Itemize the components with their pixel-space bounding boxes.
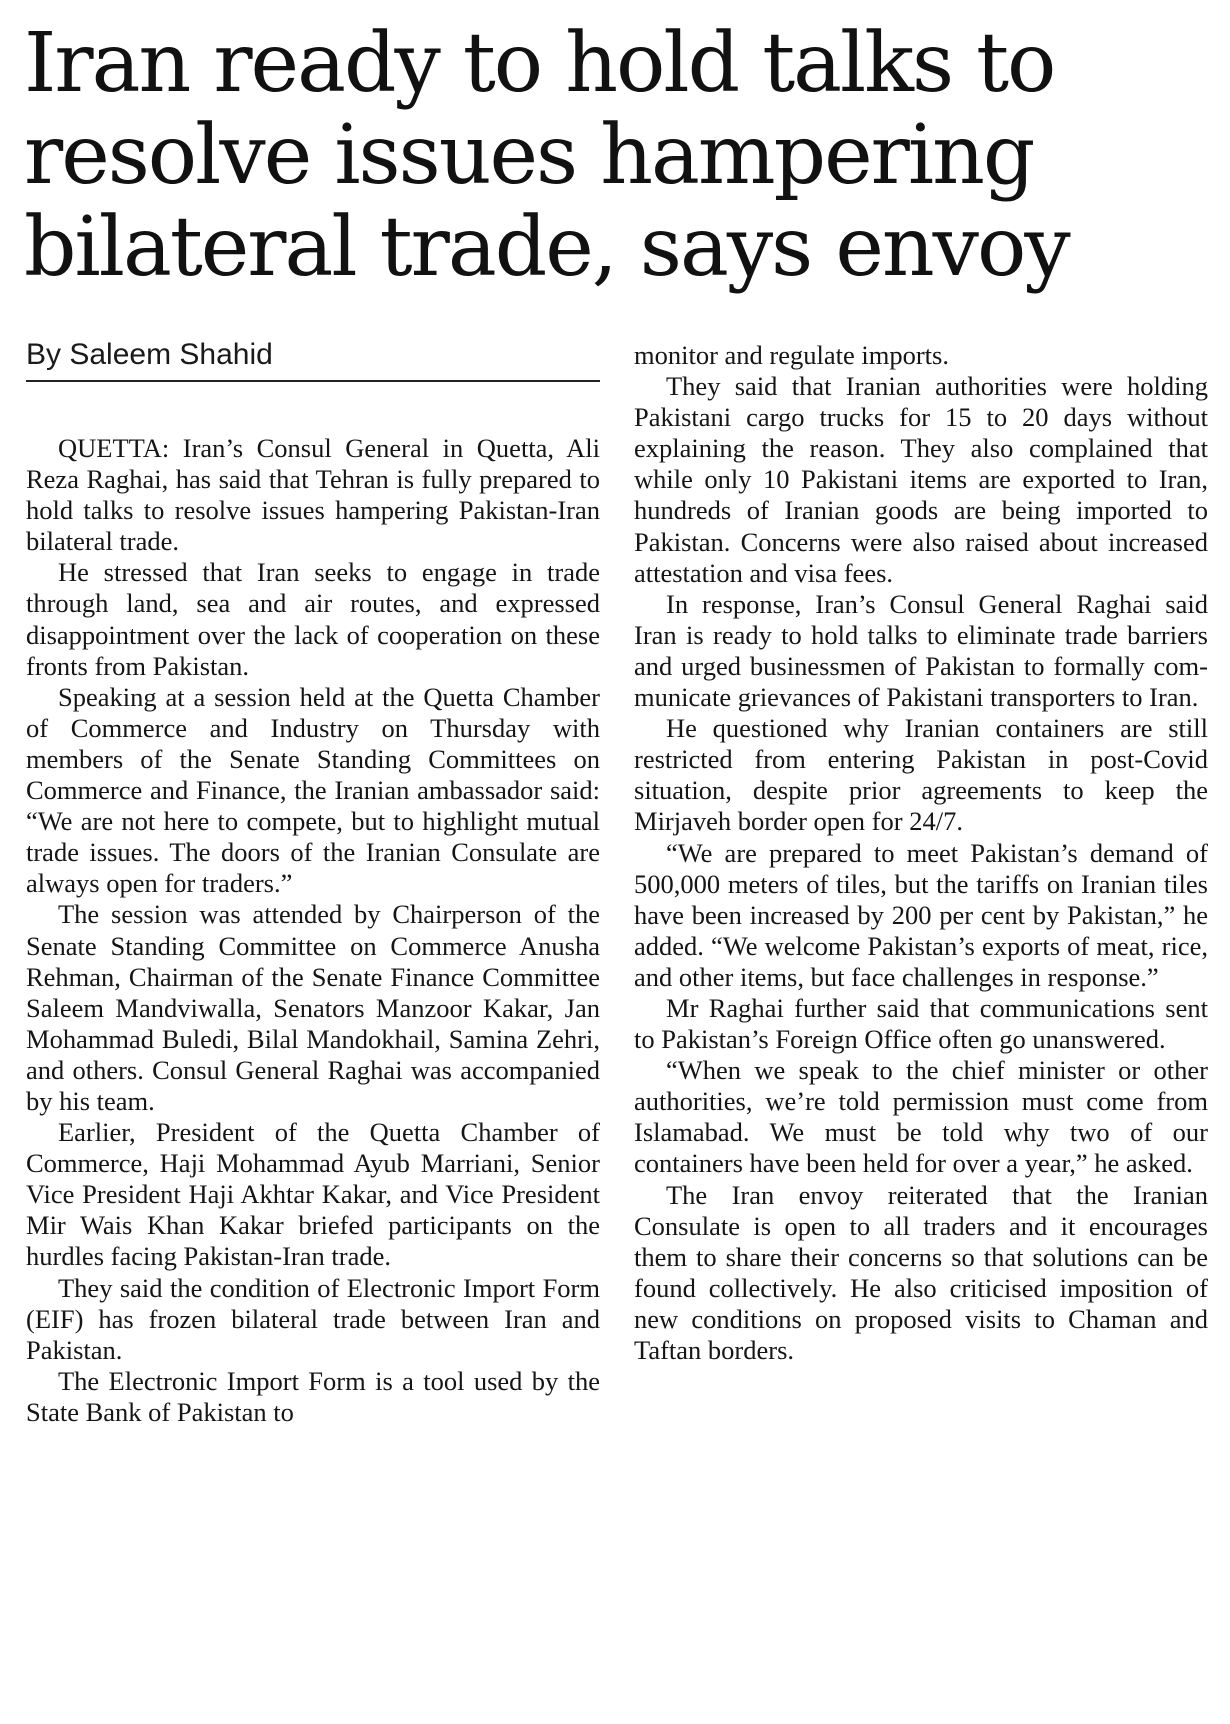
- paragraph: He questioned why Iranian containers are still restricted from entering Pakistan in post-Covid situation, despite prior agreements to keep the Mirjaveh border open for 24/7.: [634, 713, 1208, 837]
- byline: By Saleem Shahid: [26, 338, 600, 382]
- headline-line: bilateral trade, says envoy: [24, 200, 1069, 295]
- paragraph: “When we speak to the chief minister or other authorities, we’re told permission must come from Islamabad. We must be told why two of our containers have been held for over a year,” he asked.: [634, 1055, 1208, 1179]
- paragraph: They said that Iranian authorities were holding Pakistani cargo trucks for 15 to 20 days without explaining the reason. They also complained that while only 10 Pakistani items are exported to Iran, hundreds of Iranian goods are being imported to Pakistan. Concerns were also raised about increased attestation and visa fees.: [634, 371, 1208, 588]
- headline-line: resolve issues hampering: [24, 108, 1034, 203]
- paragraph: In response, Iran’s Consul General Raghai said Iran is ready to hold talks to eliminate trade barriers and urged businessmen of Pakistan to formally communicate grievances of Pakistani transporters to Iran.: [634, 588, 1208, 713]
- paragraph-continuation: monitor and regulate imports.: [634, 340, 949, 370]
- paragraph: Mr Raghai further said that communications sent to Pakistan’s Foreign Office often go unanswered.: [634, 992, 1208, 1055]
- paragraph: The session was attended by Chairperson of the Senate Standing Committee on Commerce Anusha Rehman, Chairman of the Senate Finance Committee Saleem Mandviwalla, Senators Manzoor Kakar, Jan Mohammad Buledi, Bilal Mandokhail, Samina Zehri, and others. Consul General Raghai was accompanied by his team.: [26, 899, 600, 1116]
- paragraph: They said the condition of Electronic Import Form (EIF) has frozen bilateral trade between Iran and Pakistan.: [26, 1272, 600, 1365]
- paragraph: The Iran envoy reiterated that the Iranian Consulate is open to all traders and it encourages them to share their concerns so that solutions can be found collectively. He also criticised imposition of new conditions on proposed visits to Chaman and Taftan borders.: [634, 1179, 1208, 1365]
- paragraph: QUETTA: Iran’s Consul General in Quetta, Ali Reza Raghai, has said that Tehran is fully prepared to hold talks to resolve issues hampering Pakistan-Iran bilateral trade.: [26, 433, 600, 557]
- article-column-left: [26, 433, 600, 1428]
- article-column-right: [634, 340, 1208, 1366]
- paragraph: The Electronic Import Form is a tool used by the State Bank of Pakistan to: [26, 1365, 600, 1427]
- paragraph: Earlier, President of the Quetta Chamber of Commerce, Haji Mohammad Ayub Marriani, Senior Vice President Haji Akhtar Kakar, and Vice President Mir Wais Khan Kakar briefed participants on the hurdles facing Pakistan-Iran trade.: [26, 1117, 600, 1272]
- paragraph: He stressed that Iran seeks to engage in trade through land, sea and air routes, and expressed disappointment over the lack of cooperation on these fronts from Pakistan.: [26, 557, 600, 681]
- headline: [24, 18, 1214, 294]
- headline-line: Iran ready to hold talks to: [24, 16, 1055, 111]
- paragraph: Speaking at a session held at the Quetta Chamber of Commerce and Industry on Thursday with members of the Senate Standing Committees on Commerce and Finance, the Iranian ambassador said: “We are not here to compete, but to highlight mutual trade issues. The doors of the Iranian Consulate are always open for traders.”: [26, 681, 600, 899]
- paragraph: “We are prepared to meet Pakistan’s demand of 500,000 meters of tiles, but the tariffs on Iranian tiles have been increased by 200 per cent by Pakistan,” he added. “We welcome Pakistan’s exports of meat, rice, and other items, but face challenges in response.”: [634, 837, 1208, 992]
